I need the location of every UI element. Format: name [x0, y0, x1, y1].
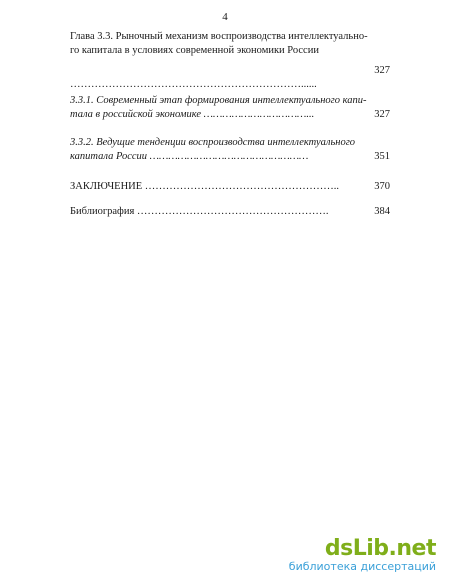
page-number: 4 [222, 11, 228, 23]
toc-line: тала в российской экономике ……………………………... [70, 109, 315, 120]
toc-page-number: 384 [374, 206, 390, 217]
toc-line: го капитала в условиях современной экономики России [70, 45, 319, 56]
toc-entry-3-3-2 [70, 136, 390, 164]
toc-page-number: 351 [374, 151, 390, 162]
toc-entry-chapter-3-3 [70, 30, 390, 90]
toc-line: 3.3.1. Современный этап формирования интеллектуального капи- [70, 95, 367, 106]
logo-domain: .net [388, 536, 436, 561]
toc-entry-3-3-1 [70, 94, 390, 122]
toc-page-number: 327 [374, 65, 390, 76]
toc-line: 3.3.2. Ведущие тенденции воспроизводства интеллектуального [70, 137, 356, 148]
toc-line: капитала России …………………………………………… [70, 151, 309, 162]
toc-leader: …………………………………………………………...... [70, 79, 317, 90]
dslib-watermark [289, 538, 436, 574]
toc-line: ЗАКЛЮЧЕНИЕ ……………………………………………….. [70, 181, 340, 192]
toc-entry-bibliography [70, 205, 390, 219]
logo-text: dsLib [324, 536, 389, 561]
toc-page-number: 327 [374, 109, 390, 120]
toc-page-number: 370 [374, 181, 390, 192]
toc-entry-conclusion [70, 180, 390, 194]
watermark-tagline: библиотека диссертаций [288, 560, 436, 573]
toc-line: Глава 3.3. Рыночный механизм воспроизводства интеллектуально- [70, 31, 368, 42]
toc-line: Библиография ………………………………………………. [70, 206, 329, 217]
dslib-logo [289, 538, 436, 560]
